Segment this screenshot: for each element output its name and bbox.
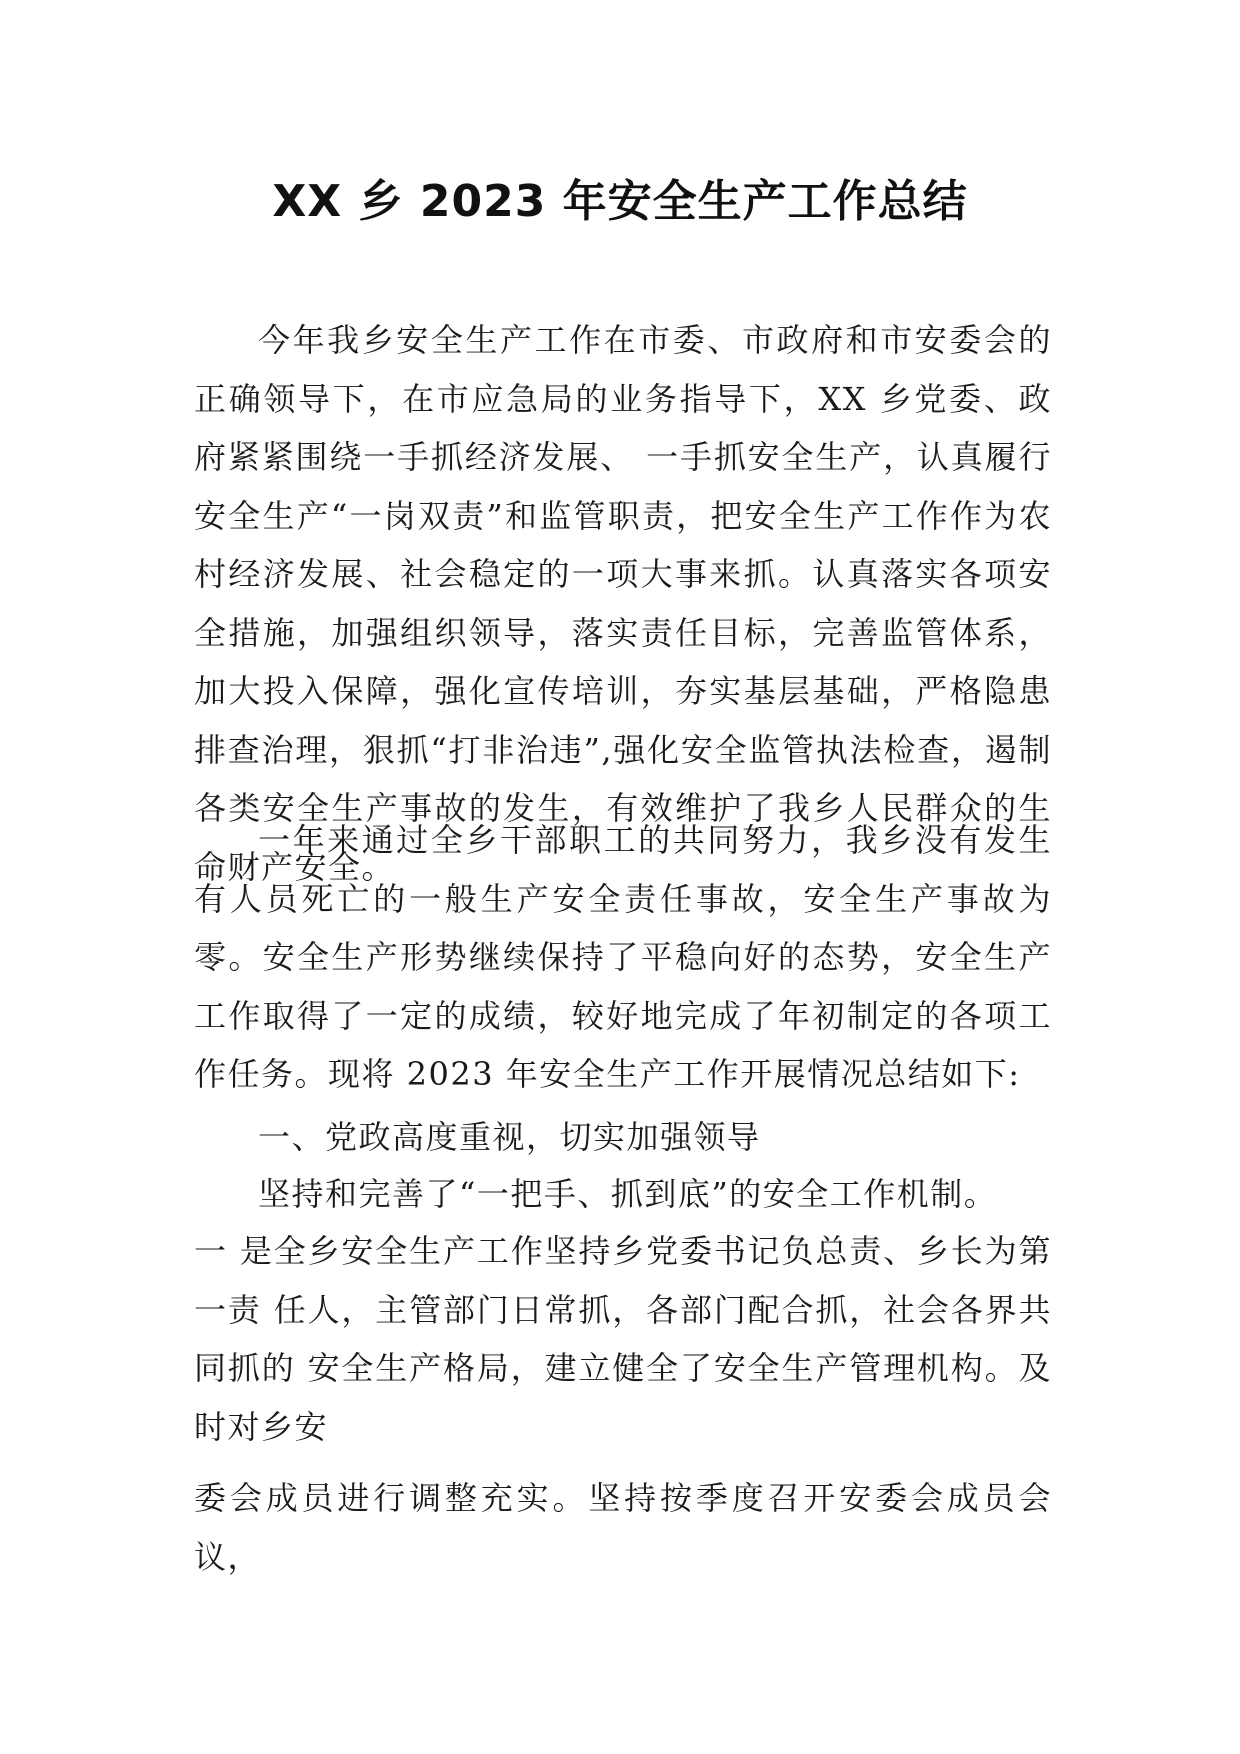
section-heading: 一、党政高度重视，切实加强领导 — [258, 1118, 761, 1156]
paragraph-intro: 今年我乡安全生产工作在市委、市政府和市安委会的正确领导下，在市应急局的业务指导下，XX 乡党委、政府紧紧围绕一手抓经济发展、 一手抓安全生产，认真履行安全生产“一岗双责”和监管职责，把安全生产工作作为农村经济发展、社会稳定的一项大事来抓。认真落实各项安全措施，加强组织领导，落实责任目标，完善监管体系，加大投入保障，强化宣传培训，夯实基层基础，严格隐患排查治理，狠抓“打非治违”,强化安全监管执法检查，遏制各类安全生产事故的发生，有效维护了我乡人民群众的生命财产安全。 — [194, 321, 1052, 886]
paragraph-mechanism-lead: 坚持和完善了“一把手、抓到底”的安全工作机制。 — [258, 1175, 998, 1213]
paragraph-summary: 一年来通过全乡干部职工的共同努力，我乡没有发生有人员死亡的一般生产安全责任事故，安全生产事故为零。安全生产形势继续保持了平稳向好的态势，安全生产工作取得了一定的成绩，较好地完成了年初制定的各项工作任务。现将 2023 年安全生产工作开展情况总结如下: — [194, 821, 1052, 1093]
paragraph-committee: 委会成员进行调整充实。坚持按季度召开安委会成员会议， — [194, 1479, 1052, 1576]
document-title: XX 乡 2023 年安全生产工作总结 — [272, 176, 968, 227]
paragraph-mechanism: 一 是全乡安全生产工作坚持乡党委书记负总责、乡长为第一责 任人，主管部门日常抓，各部门配合抓，社会各界共同抓的 安全生产格局，建立健全了安全生产管理机构。及时对乡安 — [194, 1232, 1052, 1446]
